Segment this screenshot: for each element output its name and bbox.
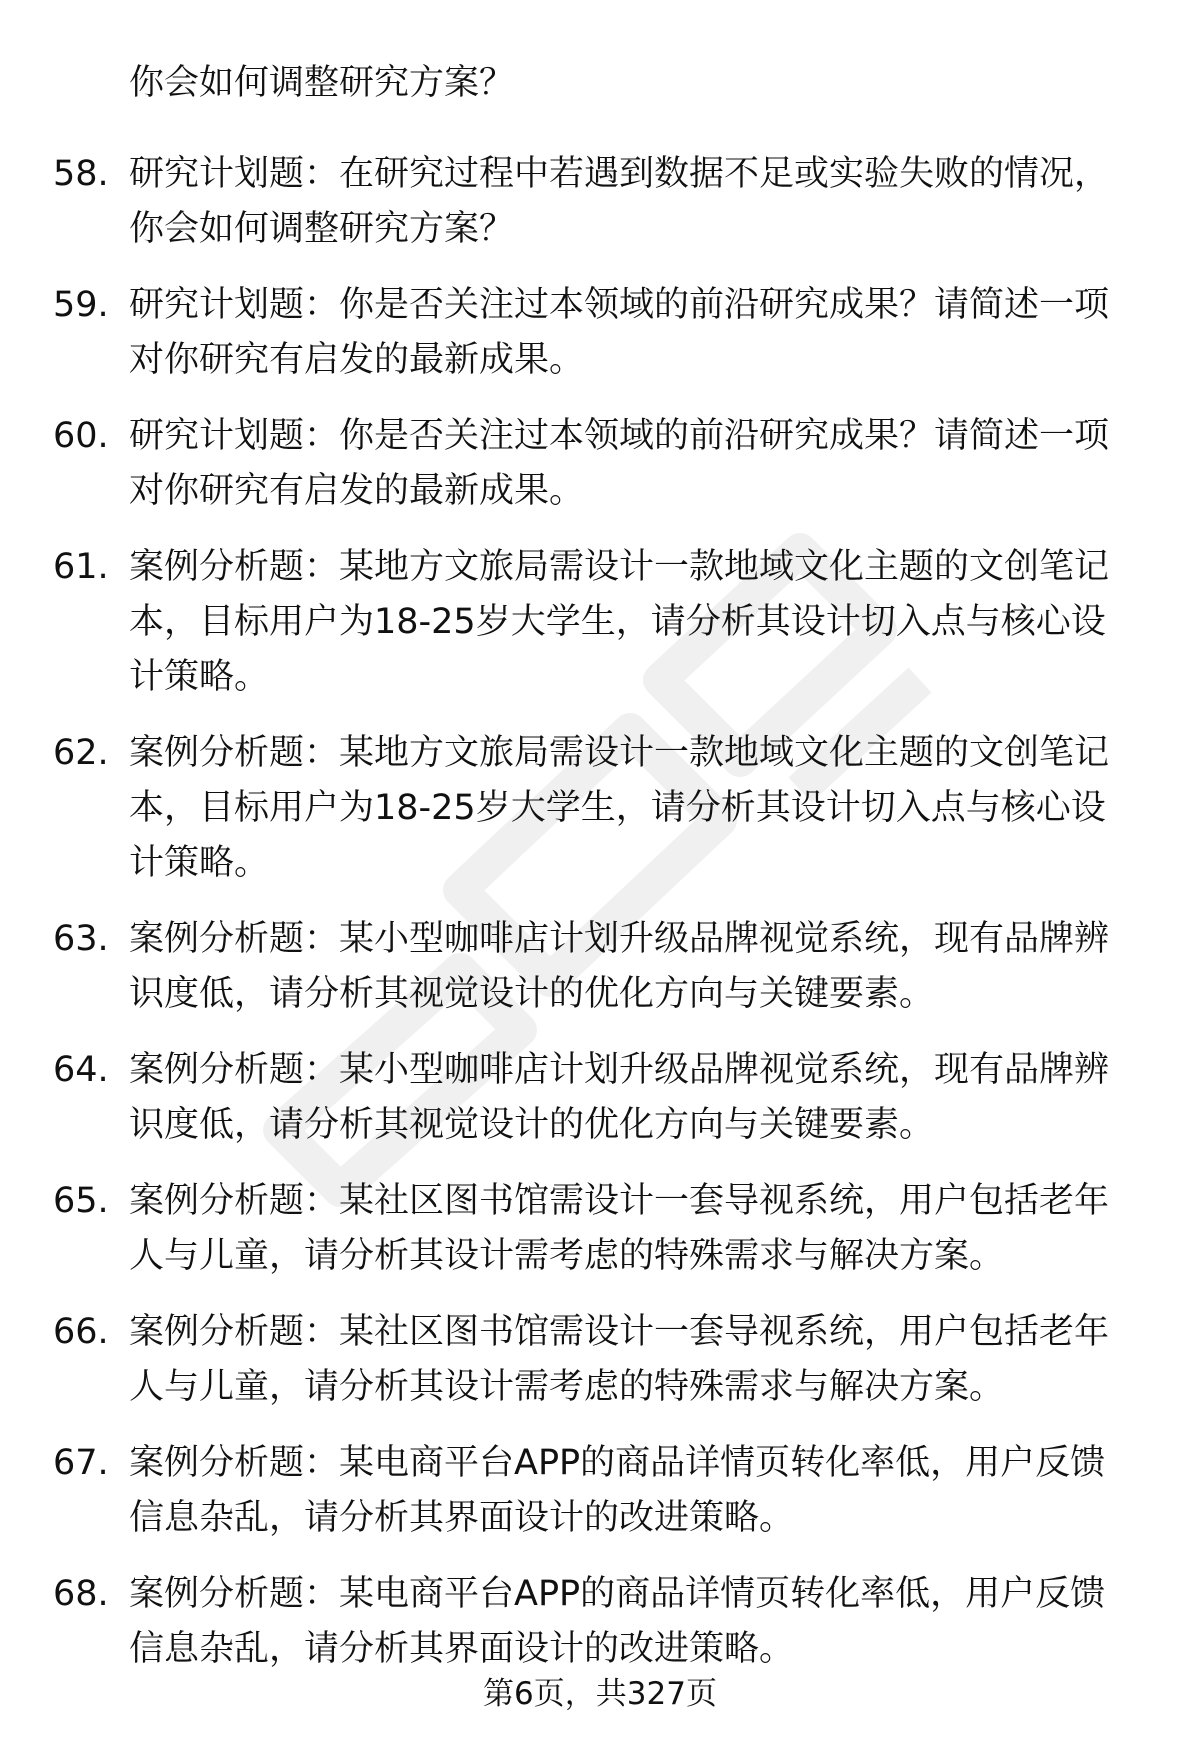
question-line: 研究计划题：在研究过程中若遇到数据不足或实验失败的情况， xyxy=(129,154,1110,194)
question-line: 本，目标用户为18-25岁大学生，请分析其设计切入点与核心设 xyxy=(129,602,1106,642)
question-line: 案例分析题：某社区图书馆需设计一套导视系统，用户包括老年 xyxy=(129,1312,1110,1352)
question-line: 计策略。 xyxy=(129,843,270,883)
question-line: 案例分析题：某社区图书馆需设计一套导视系统，用户包括老年 xyxy=(129,1181,1110,1221)
question-line: 研究计划题：你是否关注过本领域的前沿研究成果？请简述一项 xyxy=(129,285,1110,325)
question-number: 66. xyxy=(53,1312,109,1352)
question-line: 案例分析题：某小型咖啡店计划升级品牌视觉系统，现有品牌辨 xyxy=(129,1050,1110,1090)
question-item xyxy=(0,147,1200,257)
question-line: 你会如何调整研究方案？ xyxy=(129,209,515,249)
question-line: 计策略。 xyxy=(129,657,270,697)
question-line: 案例分析题：某小型咖啡店计划升级品牌视觉系统，现有品牌辨 xyxy=(129,919,1110,959)
question-line: 信息杂乱，请分析其界面设计的改进策略。 xyxy=(129,1498,795,1538)
question-line: 案例分析题：某电商平台APP的商品详情页转化率低，用户反馈 xyxy=(129,1443,1106,1483)
question-line: 识度低，请分析其视觉设计的优化方向与关键要素。 xyxy=(129,1105,935,1145)
question-number: 60. xyxy=(53,416,109,456)
question-line: 识度低，请分析其视觉设计的优化方向与关键要素。 xyxy=(129,974,935,1014)
question-line: 案例分析题：某地方文旅局需设计一款地域文化主题的文创笔记 xyxy=(129,733,1110,773)
question-line: 对你研究有启发的最新成果。 xyxy=(129,340,585,380)
question-item xyxy=(0,726,1200,891)
question-line: 信息杂乱，请分析其界面设计的改进策略。 xyxy=(129,1629,795,1669)
question-item xyxy=(0,1567,1200,1677)
question-number: 61. xyxy=(53,547,109,587)
question-number: 68. xyxy=(53,1574,109,1614)
question-text xyxy=(129,1043,1144,1153)
question-line: 本，目标用户为18-25岁大学生，请分析其设计切入点与核心设 xyxy=(129,788,1106,828)
question-item xyxy=(0,1174,1200,1284)
question-text xyxy=(129,1305,1144,1415)
question-item xyxy=(0,409,1200,519)
question-text xyxy=(129,912,1144,1022)
question-item xyxy=(0,1043,1200,1153)
question-text xyxy=(129,1174,1144,1284)
question-number: 62. xyxy=(53,733,109,773)
question-number: 58. xyxy=(53,154,109,194)
question-text xyxy=(129,726,1144,891)
question-number: 65. xyxy=(53,1181,109,1221)
question-line: 研究计划题：你是否关注过本领域的前沿研究成果？请简述一项 xyxy=(129,416,1110,456)
page-footer: 第6页，共327页 xyxy=(483,1676,717,1712)
question-item xyxy=(0,912,1200,1022)
question-text xyxy=(129,1436,1144,1546)
question-item xyxy=(0,1436,1200,1546)
question-list xyxy=(0,147,1200,1698)
question-item xyxy=(0,1305,1200,1415)
question-item xyxy=(0,540,1200,705)
question-line: 对你研究有启发的最新成果。 xyxy=(129,471,585,511)
question-number: 64. xyxy=(53,1050,109,1090)
question-text xyxy=(129,540,1144,705)
question-line: 案例分析题：某电商平台APP的商品详情页转化率低，用户反馈 xyxy=(129,1574,1106,1614)
question-number: 63. xyxy=(53,919,109,959)
question-text xyxy=(129,278,1144,388)
question-item xyxy=(0,278,1200,388)
question-line: 人与儿童，请分析其设计需考虑的特殊需求与解决方案。 xyxy=(129,1367,1005,1407)
question-text xyxy=(129,409,1144,519)
question-number: 67. xyxy=(53,1443,109,1483)
question-line: 人与儿童，请分析其设计需考虑的特殊需求与解决方案。 xyxy=(129,1236,1005,1276)
question-text xyxy=(129,1567,1144,1677)
question-number: 59. xyxy=(53,285,109,325)
question-line: 案例分析题：某地方文旅局需设计一款地域文化主题的文创笔记 xyxy=(129,547,1110,587)
question-text xyxy=(129,147,1144,257)
continuation-line: 你会如何调整研究方案？ xyxy=(129,63,515,103)
